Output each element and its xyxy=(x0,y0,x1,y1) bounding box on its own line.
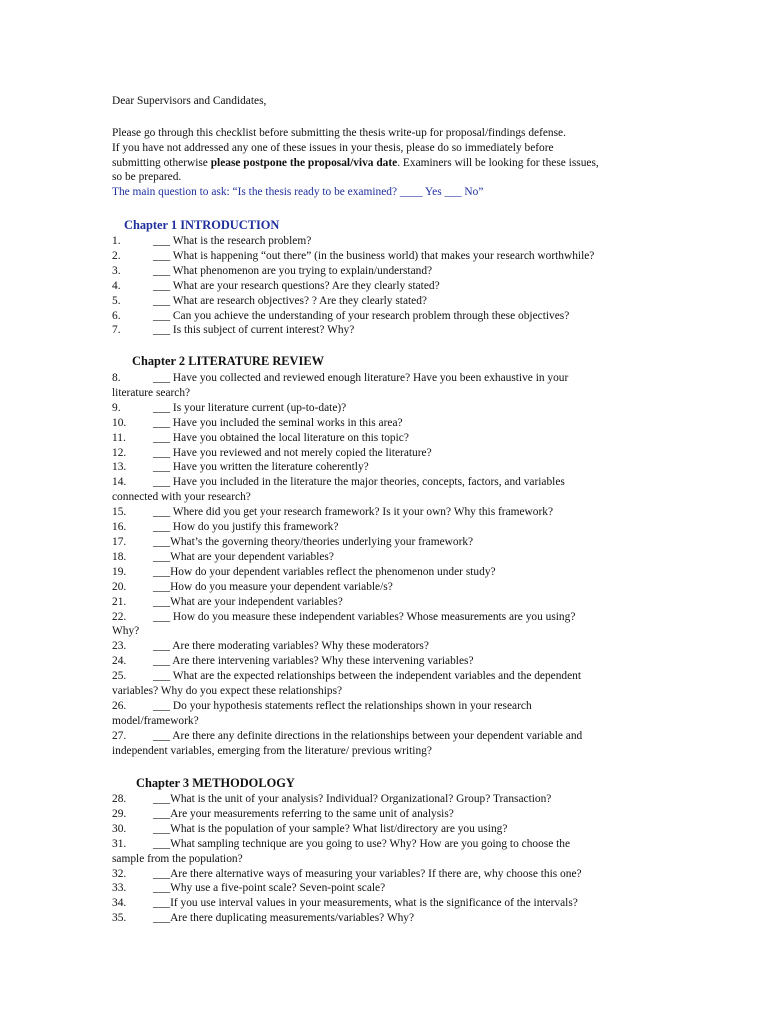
checklist-item-row xyxy=(112,911,657,926)
checklist-item-row xyxy=(112,234,657,249)
item-question: ___ Can you achieve the understanding of your research problem through these objectives? xyxy=(153,309,570,322)
item-number: 16. xyxy=(112,521,127,534)
chapter-name: INTRODUCTION xyxy=(180,218,280,232)
item-number: 7. xyxy=(112,324,121,337)
item-question: ___ Have you included the seminal works in this area? xyxy=(153,416,403,429)
checklist-item xyxy=(112,249,657,264)
checklist-item-row xyxy=(112,822,657,837)
checklist-item-row xyxy=(112,550,657,565)
checklist-item xyxy=(112,401,657,416)
item-number: 10. xyxy=(112,416,127,429)
item-number: 9. xyxy=(112,401,121,414)
checklist-item xyxy=(112,475,657,505)
item-question: ___What are your independent variables? xyxy=(153,595,343,608)
item-question: ___What is the population of your sample? What list/directory are you using? xyxy=(153,822,508,835)
item-number: 20. xyxy=(112,580,127,593)
item-question-continuation: connected with your research? xyxy=(112,491,251,504)
main-question: The main question to ask: “Is the thesis ready to be examined? ____ Yes ___ No” xyxy=(112,186,484,199)
postpone-emphasis: please postpone the proposal/viva date xyxy=(210,156,398,169)
item-question: ___Why use a five-point scale? Seven-point scale? xyxy=(153,882,386,895)
checklist-item-row xyxy=(112,565,657,580)
chapter-3-list xyxy=(112,792,657,926)
checklist-item xyxy=(112,792,657,807)
item-number: 5. xyxy=(112,294,121,307)
intro-line-1: Please go through this checklist before submitting the thesis write-up for proposal/findings defense. xyxy=(112,127,566,139)
checklist-item-row xyxy=(112,446,657,461)
item-number: 22. xyxy=(112,610,127,623)
checklist-item-row xyxy=(112,610,657,625)
checklist-item-row xyxy=(112,264,657,279)
item-question: ___ What is the research problem? xyxy=(153,235,312,247)
item-number: 4. xyxy=(112,279,121,292)
item-question: ___ Have you written the literature coherently? xyxy=(153,461,369,474)
item-number: 24. xyxy=(112,655,127,668)
chapter-label: Chapter 2 xyxy=(132,354,186,368)
item-question: ___What is the unit of your analysis? Individual? Organizational? Group? Transaction? xyxy=(153,793,552,805)
item-number: 31. xyxy=(112,837,127,850)
checklist-item-row xyxy=(112,401,657,416)
checklist-item xyxy=(112,279,657,294)
item-number: 1. xyxy=(112,235,121,247)
item-number: 3. xyxy=(112,264,121,277)
checklist-item-row xyxy=(112,279,657,294)
intro-paragraph xyxy=(112,126,657,200)
chapter-1-heading xyxy=(124,218,279,233)
intro-line-3-start: submitting otherwise xyxy=(112,156,211,169)
item-question: ___What are your dependent variables? xyxy=(153,550,334,563)
item-question: ___ What phenomenon are you trying to explain/understand? xyxy=(153,264,433,277)
item-question: ___ What are research objectives? ? Are they clearly stated? xyxy=(153,294,427,307)
checklist-item-row xyxy=(112,669,657,684)
checklist-item-row xyxy=(112,896,657,911)
chapter-2-heading xyxy=(132,354,324,369)
checklist-item-row xyxy=(112,535,657,550)
checklist-item xyxy=(112,881,657,896)
intro-line-3-end: . Examiners will be looking for these issues, xyxy=(397,156,599,169)
checklist-item xyxy=(112,234,657,249)
checklist-item-row xyxy=(112,729,657,744)
item-number: 23. xyxy=(112,640,127,653)
checklist-item xyxy=(112,896,657,911)
checklist-item xyxy=(112,729,657,759)
item-question: ___ How do you measure these independent variables? Whose measurements are you using? xyxy=(153,610,576,623)
item-number: 32. xyxy=(112,867,127,880)
item-question: ___What’s the governing theory/theories underlying your framework? xyxy=(153,535,474,548)
checklist-item xyxy=(112,867,657,882)
item-number: 8. xyxy=(112,372,121,384)
checklist-item xyxy=(112,535,657,550)
chapter-label: Chapter 1 xyxy=(124,218,178,232)
item-question: ___ Are there moderating variables? Why these moderators? xyxy=(153,640,429,653)
checklist-item xyxy=(112,264,657,279)
checklist-item-row xyxy=(112,294,657,309)
greeting: Dear Supervisors and Candidates, xyxy=(112,95,267,107)
checklist-item-row xyxy=(112,520,657,535)
checklist-item-row xyxy=(112,371,657,386)
item-number: 29. xyxy=(112,807,127,820)
intro-line-4: so be prepared. xyxy=(112,171,182,184)
checklist-item-row xyxy=(112,475,657,490)
chapter-name: METHODOLOGY xyxy=(192,776,295,790)
checklist-item-row xyxy=(112,323,657,338)
chapter-2-list xyxy=(112,371,657,759)
checklist-item xyxy=(112,639,657,654)
checklist-item xyxy=(112,822,657,837)
checklist-item xyxy=(112,911,657,926)
checklist-item xyxy=(112,550,657,565)
item-question: ___ Is your literature current (up-to-date)? xyxy=(153,401,347,414)
item-question: ___ How do you justify this framework? xyxy=(153,521,339,534)
checklist-item xyxy=(112,807,657,822)
item-number: 18. xyxy=(112,550,127,563)
item-question: ___Are your measurements referring to the same unit of analysis? xyxy=(153,807,454,820)
checklist-item-row xyxy=(112,595,657,610)
item-number: 19. xyxy=(112,565,127,578)
item-number: 26. xyxy=(112,699,127,712)
checklist-item-row xyxy=(112,639,657,654)
item-question-continuation: Why? xyxy=(112,625,140,638)
item-number: 27. xyxy=(112,729,127,742)
checklist-item-row xyxy=(112,431,657,446)
checklist-item xyxy=(112,309,657,324)
item-number: 11. xyxy=(112,431,126,444)
chapter-3-heading xyxy=(136,776,295,791)
checklist-item-row xyxy=(112,416,657,431)
checklist-item-row xyxy=(112,654,657,669)
checklist-item xyxy=(112,416,657,431)
checklist-item xyxy=(112,446,657,461)
item-question: ___ Do your hypothesis statements reflect the relationships shown in your research xyxy=(153,699,532,712)
item-number: 17. xyxy=(112,535,127,548)
item-question-continuation: sample from the population? xyxy=(112,852,243,865)
item-question: ___Are there duplicating measurements/variables? Why? xyxy=(153,912,415,925)
checklist-item-row xyxy=(112,309,657,324)
intro-line-3 xyxy=(112,156,657,171)
item-question: ___ Have you obtained the local literature on this topic? xyxy=(153,431,409,444)
checklist-item-row xyxy=(112,837,657,852)
chapter-name: LITERATURE REVIEW xyxy=(188,354,324,368)
item-question: ___ Are there intervening variables? Why these intervening variables? xyxy=(153,655,474,668)
item-number: 15. xyxy=(112,506,127,519)
checklist-item xyxy=(112,654,657,669)
item-question-continuation: literature search? xyxy=(112,386,191,399)
checklist-item xyxy=(112,699,657,729)
item-number: 21. xyxy=(112,595,127,608)
checklist-item xyxy=(112,431,657,446)
checklist-item xyxy=(112,520,657,535)
intro-line-2: If you have not addressed any one of these issues in your thesis, please do so immediately before xyxy=(112,141,554,154)
checklist-item xyxy=(112,610,657,640)
checklist-item xyxy=(112,565,657,580)
item-question: ___ Have you included in the literature the major theories, concepts, factors, and variables xyxy=(153,476,565,489)
item-number: 28. xyxy=(112,793,127,805)
checklist-item-row xyxy=(112,580,657,595)
checklist-item-row xyxy=(112,881,657,896)
checklist-item xyxy=(112,294,657,309)
checklist-item-row xyxy=(112,460,657,475)
item-question: ___How do you measure your dependent variable/s? xyxy=(153,580,393,593)
item-question-continuation: variables? Why do you expect these relationships? xyxy=(112,685,343,698)
item-question-continuation: independent variables, emerging from the literature/ previous writing? xyxy=(112,744,432,757)
chapter-1-list xyxy=(112,234,657,338)
checklist-item-row xyxy=(112,249,657,264)
checklist-item-row xyxy=(112,792,657,807)
item-question: ___If you use interval values in your measurements, what is the significance of the intervals? xyxy=(153,897,578,910)
item-question-continuation: model/framework? xyxy=(112,714,199,727)
item-number: 14. xyxy=(112,476,127,489)
checklist-item-row xyxy=(112,699,657,714)
item-question: ___ Are there any definite directions in the relationships between your dependent variable and xyxy=(153,729,583,742)
checklist-item xyxy=(112,595,657,610)
item-question: ___ What are the expected relationships between the independent variables and the dependent xyxy=(153,670,582,683)
checklist-item-row xyxy=(112,807,657,822)
checklist-item-row xyxy=(112,505,657,520)
item-question: ___Are there alternative ways of measuring your variables? If there are, why choose this one? xyxy=(153,867,582,880)
checklist-item xyxy=(112,323,657,338)
checklist-item-row xyxy=(112,867,657,882)
checklist-item xyxy=(112,837,657,867)
item-number: 12. xyxy=(112,446,127,459)
item-number: 2. xyxy=(112,249,121,262)
checklist-item xyxy=(112,371,657,401)
chapter-label: Chapter 3 xyxy=(136,776,190,790)
item-number: 33. xyxy=(112,882,127,895)
item-question: ___ Have you collected and reviewed enough literature? Have you been exhaustive in your xyxy=(153,372,569,384)
item-number: 25. xyxy=(112,670,127,683)
item-number: 6. xyxy=(112,309,121,322)
item-question: ___ What are your research questions? Are they clearly stated? xyxy=(153,279,440,292)
item-number: 30. xyxy=(112,822,127,835)
checklist-item xyxy=(112,669,657,699)
item-question: ___What sampling technique are you going to use? Why? How are you going to choose the xyxy=(153,837,571,850)
checklist-item xyxy=(112,505,657,520)
item-question: ___ Is this subject of current interest? Why? xyxy=(153,324,355,337)
item-question: ___How do your dependent variables reflect the phenomenon under study? xyxy=(153,565,496,578)
checklist-item xyxy=(112,460,657,475)
item-question: ___ What is happening “out there” (in the business world) that makes your research worthwhile? xyxy=(153,249,595,262)
item-question: ___ Have you reviewed and not merely copied the literature? xyxy=(153,446,432,459)
item-number: 35. xyxy=(112,912,127,925)
checklist-item xyxy=(112,580,657,595)
item-question: ___ Where did you get your research framework? Is it your own? Why this framework? xyxy=(153,506,554,519)
item-number: 34. xyxy=(112,897,127,910)
item-number: 13. xyxy=(112,461,127,474)
